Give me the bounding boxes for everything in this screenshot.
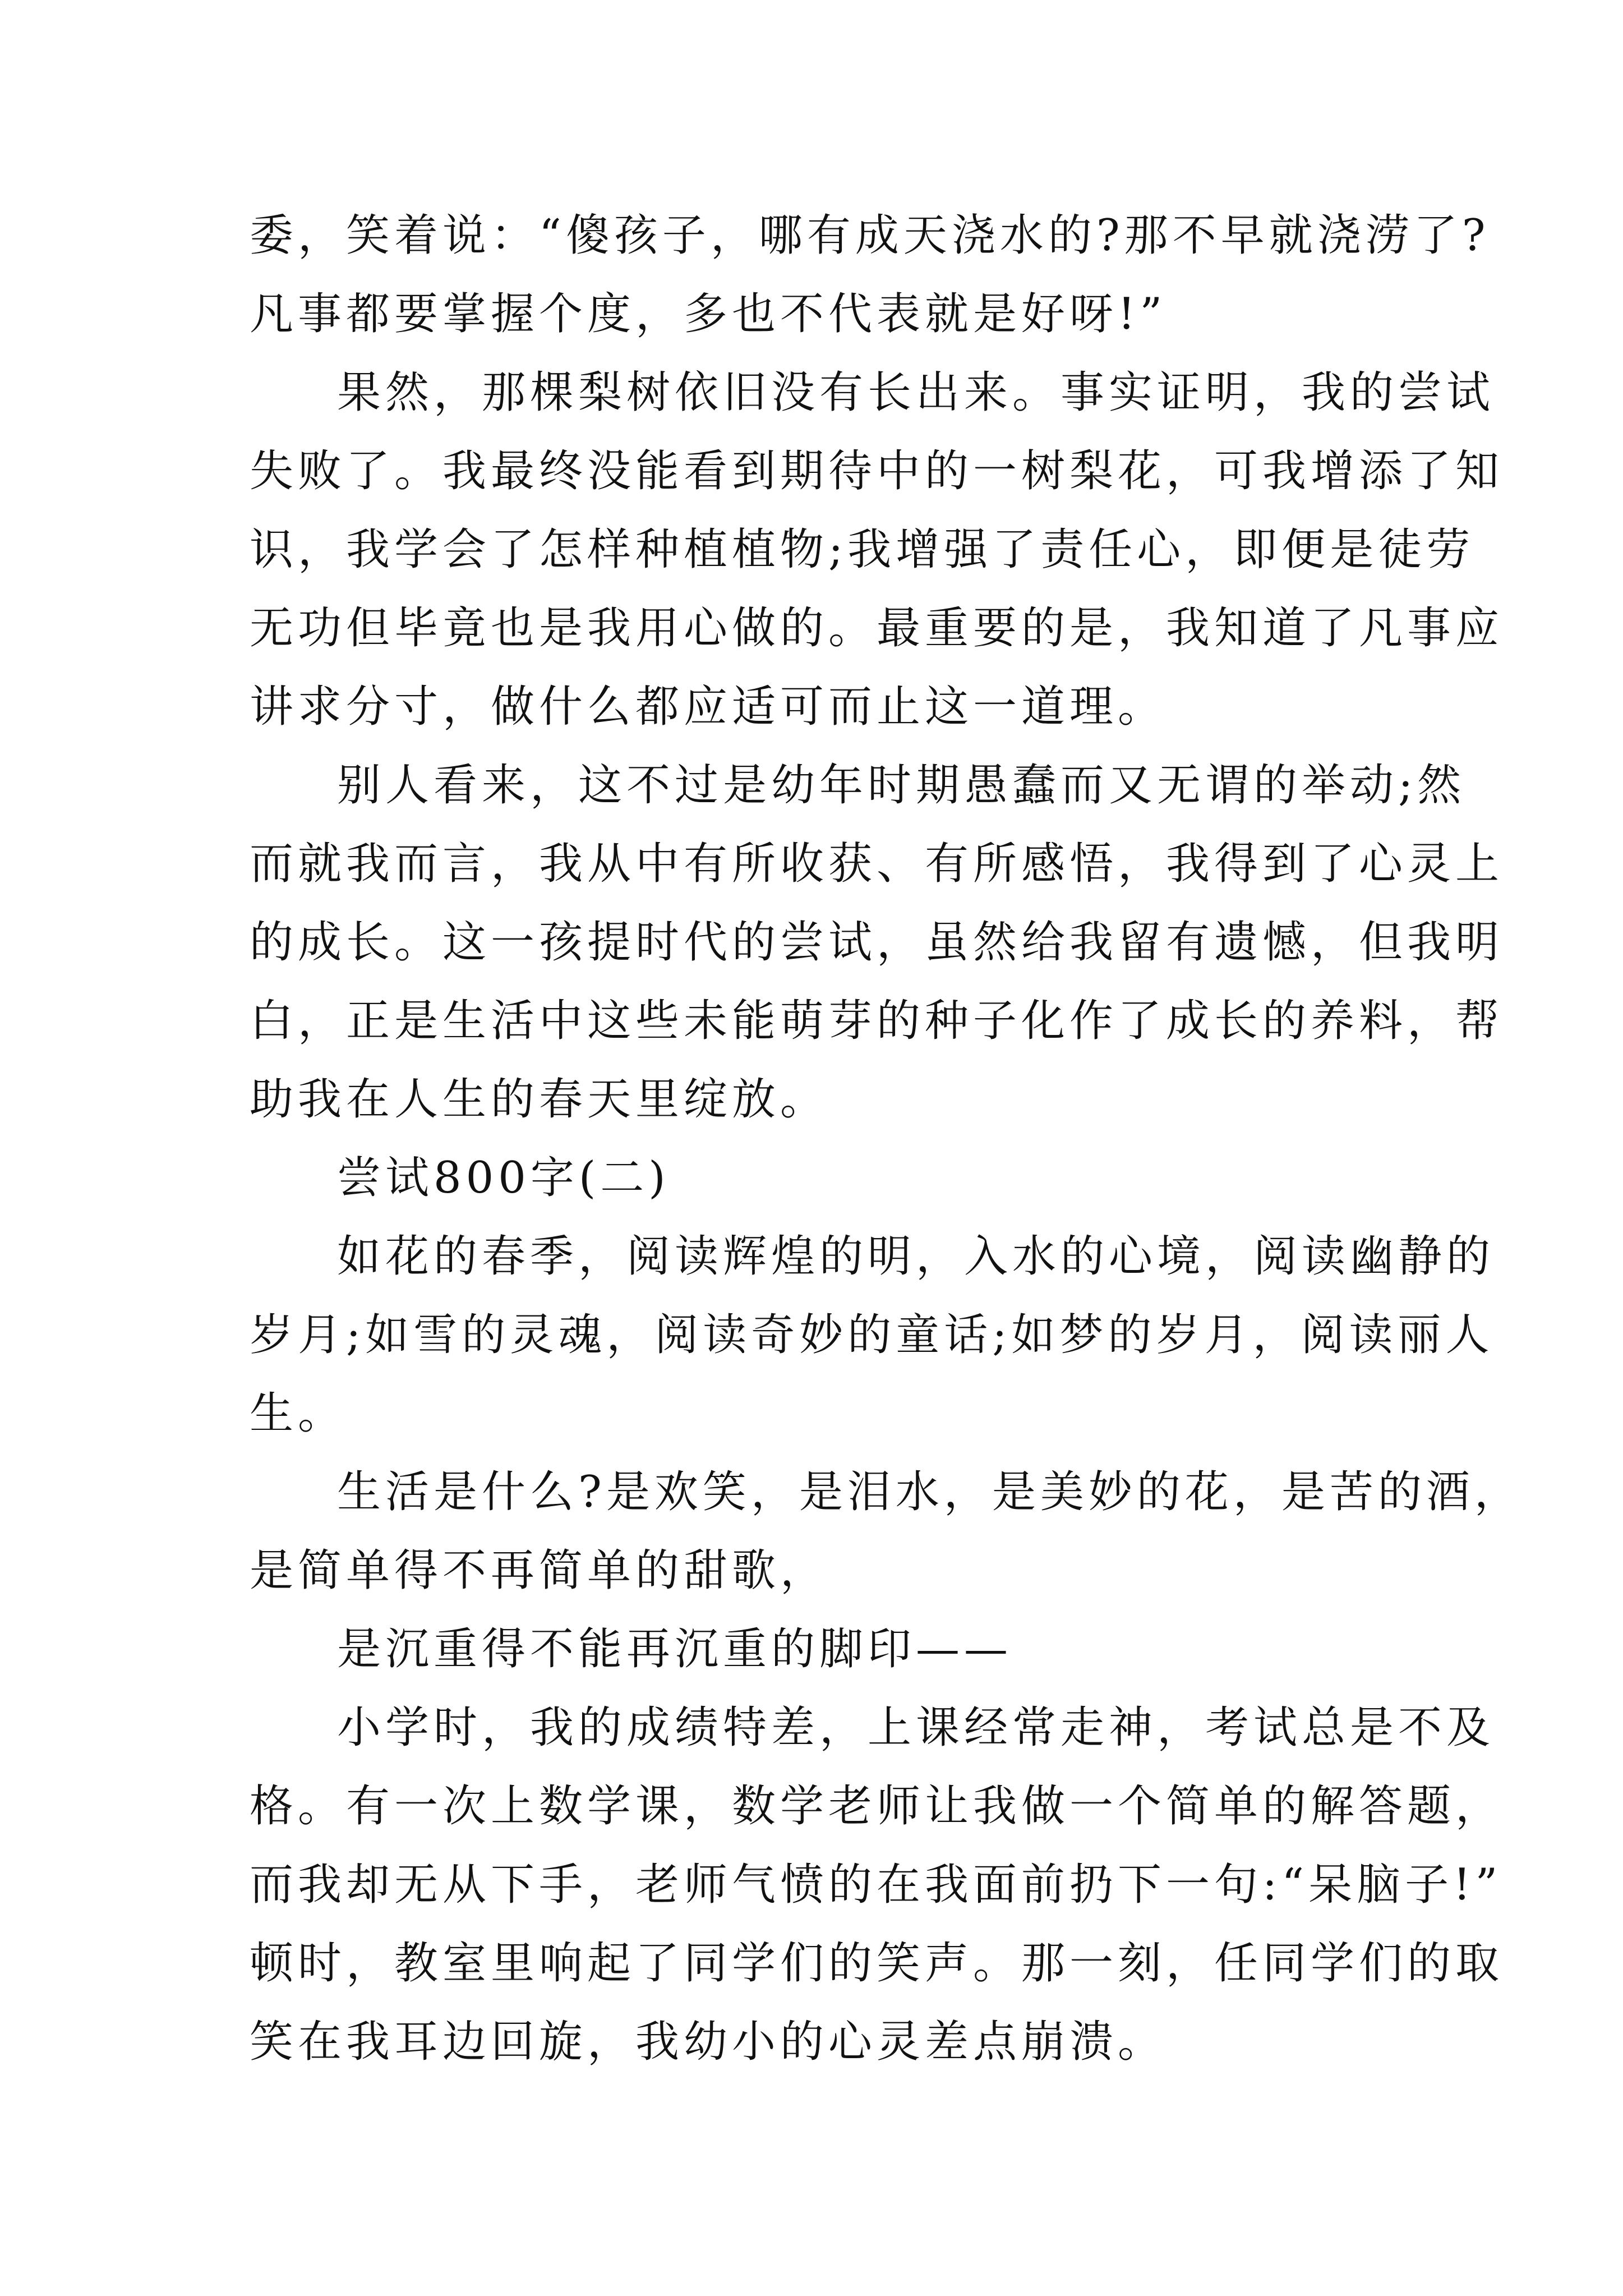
text-line: 委，笑着说：“傻孩子，哪有成天浇水的?那不早就浇涝了? <box>250 210 1490 261</box>
text-line: 是沉重得不能再沉重的脚印—— <box>337 1624 1013 1674</box>
text-line: 而我却无从下手，老师气愤的在我面前扔下一句:“呆脑子!” <box>250 1860 1502 1910</box>
text-line: 小学时，我的成绩特差，上课经常走神，考试总是不及 <box>337 1703 1495 1753</box>
text-line: 顿时，教室里响起了同学们的笑声。那一刻，任同学们的取 <box>250 1938 1504 1989</box>
text-line: 而就我而言，我从中有所收获、有所感悟，我得到了心灵上 <box>250 839 1504 889</box>
text-line: 如花的春季，阅读辉煌的明，入水的心境，阅读幽静的 <box>337 1231 1495 1282</box>
text-line: 讲求分寸，做什么都应适可而止这一道理。 <box>250 682 1166 732</box>
document-body <box>250 196 1523 2081</box>
text-line: 助我在人生的春天里绽放。 <box>250 1074 829 1125</box>
text-line: 尝试800字(二) <box>337 1153 670 1203</box>
text-line: 岁月;如雪的灵魂，阅读奇妙的童话;如梦的岁月，阅读丽人 <box>250 1310 1494 1360</box>
text-line: 果然，那棵梨树依旧没有长出来。事实证明，我的尝试 <box>337 367 1495 418</box>
text-line: 格。有一次上数学课，数学老师让我做一个简单的解答题， <box>250 1781 1504 1832</box>
text-line: 笑在我耳边回旋，我幼小的心灵差点崩溃。 <box>250 2017 1166 2067</box>
text-line: 的成长。这一孩提时代的尝试，虽然给我留有遗憾，但我明 <box>250 917 1504 968</box>
text-line: 失败了。我最终没能看到期待中的一树梨花，可我增添了知 <box>250 446 1504 496</box>
text-line: 无功但毕竟也是我用心做的。最重要的是，我知道了凡事应 <box>250 603 1504 654</box>
text-line: 识，我学会了怎样种植植物;我增强了责任心，即便是徒劳 <box>250 524 1475 575</box>
text-line: 是简单得不再简单的甜歌， <box>250 1545 829 1596</box>
text-line: 生活是什么?是欢笑，是泪水，是美妙的花，是苦的酒， <box>337 1467 1523 1517</box>
text-line: 生。 <box>250 1388 347 1439</box>
text-line: 白，正是生活中这些未能萌芽的种子化作了成长的养料，帮 <box>250 996 1504 1046</box>
text-line: 别人看来，这不过是幼年时期愚蠢而又无谓的举动;然 <box>337 760 1466 811</box>
text-line: 凡事都要掌握个度，多也不代表就是好呀!” <box>250 289 1167 339</box>
